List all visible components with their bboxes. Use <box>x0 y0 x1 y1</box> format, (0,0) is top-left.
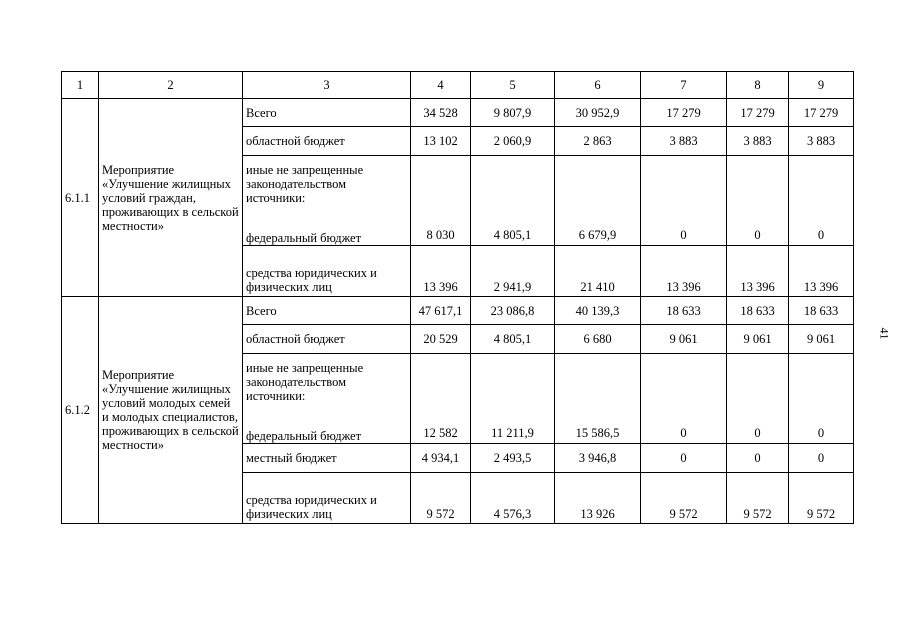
row-label: областной бюджет <box>243 325 411 354</box>
value-cell: 2 941,9 <box>471 246 555 297</box>
value-cell: 9 061 <box>727 325 789 354</box>
row-label-group <box>243 354 411 444</box>
value-cell: 0 <box>727 444 789 473</box>
value-cell: 47 617,1 <box>411 297 471 325</box>
value-cell: 13 102 <box>411 127 471 156</box>
value-cell: 21 410 <box>555 246 641 297</box>
row-label: федеральный бюджет <box>246 429 362 443</box>
value-cell: 13 926 <box>555 473 641 524</box>
value-cell: 0 <box>789 444 854 473</box>
value-cell: 2 060,9 <box>471 127 555 156</box>
page-number: 41 <box>877 327 892 340</box>
value-cell: 13 396 <box>411 246 471 297</box>
header-cell: 6 <box>555 72 641 99</box>
value-cell: 6 680 <box>555 325 641 354</box>
table-header-row <box>62 72 854 99</box>
value-cell: 4 805,1 <box>471 156 555 246</box>
value-cell: 13 396 <box>727 246 789 297</box>
section-code: 6.1.1 <box>62 99 99 297</box>
section-name: Мероприятие «Улучшение жилищных условий молодых семей и молодых специалистов, проживающих в сельской местности» <box>99 297 243 524</box>
value-cell: 3 883 <box>641 127 727 156</box>
header-cell: 5 <box>471 72 555 99</box>
value-cell: 2 863 <box>555 127 641 156</box>
row-label: иные не запрещенные законодательством источники: <box>246 361 364 403</box>
value-cell: 8 030 <box>411 156 471 246</box>
row-label: иные не запрещенные законодательством источники: <box>246 163 364 205</box>
value-cell: 18 633 <box>641 297 727 325</box>
row-label: федеральный бюджет <box>246 231 362 245</box>
table-row <box>62 99 854 127</box>
row-label-group <box>243 156 411 246</box>
header-cell: 3 <box>243 72 411 99</box>
row-label: средства юридических и физических лиц <box>243 246 411 297</box>
table-row <box>62 297 854 325</box>
row-label: местный бюджет <box>243 444 411 473</box>
row-label: Всего <box>243 297 411 325</box>
section-name: Мероприятие «Улучшение жилищных условий граждан, проживающих в сельской местности» <box>99 99 243 297</box>
value-cell: 9 572 <box>727 473 789 524</box>
value-cell: 4 805,1 <box>471 325 555 354</box>
value-cell: 17 279 <box>641 99 727 127</box>
row-label: Всего <box>243 99 411 127</box>
value-cell: 9 061 <box>641 325 727 354</box>
value-cell: 6 679,9 <box>555 156 641 246</box>
value-cell: 13 396 <box>641 246 727 297</box>
value-cell: 30 952,9 <box>555 99 641 127</box>
value-cell: 9 572 <box>789 473 854 524</box>
value-cell: 3 883 <box>727 127 789 156</box>
value-cell: 0 <box>727 354 789 444</box>
value-cell: 23 086,8 <box>471 297 555 325</box>
value-cell: 0 <box>727 156 789 246</box>
value-cell: 18 633 <box>789 297 854 325</box>
value-cell: 2 493,5 <box>471 444 555 473</box>
value-cell: 4 934,1 <box>411 444 471 473</box>
value-cell: 0 <box>789 354 854 444</box>
header-cell: 1 <box>62 72 99 99</box>
value-cell: 11 211,9 <box>471 354 555 444</box>
header-cell: 4 <box>411 72 471 99</box>
value-cell: 0 <box>641 156 727 246</box>
budget-table <box>61 71 854 524</box>
header-cell: 7 <box>641 72 727 99</box>
value-cell: 0 <box>641 444 727 473</box>
value-cell: 0 <box>641 354 727 444</box>
value-cell: 9 061 <box>789 325 854 354</box>
value-cell: 17 279 <box>727 99 789 127</box>
header-cell: 9 <box>789 72 854 99</box>
section-code: 6.1.2 <box>62 297 99 524</box>
value-cell: 40 139,3 <box>555 297 641 325</box>
value-cell: 9 807,9 <box>471 99 555 127</box>
value-cell: 9 572 <box>411 473 471 524</box>
value-cell: 13 396 <box>789 246 854 297</box>
value-cell: 20 529 <box>411 325 471 354</box>
value-cell: 4 576,3 <box>471 473 555 524</box>
value-cell: 3 946,8 <box>555 444 641 473</box>
value-cell: 18 633 <box>727 297 789 325</box>
value-cell: 15 586,5 <box>555 354 641 444</box>
value-cell: 34 528 <box>411 99 471 127</box>
header-cell: 8 <box>727 72 789 99</box>
row-label: средства юридических и физических лиц <box>243 473 411 524</box>
row-label: областной бюджет <box>243 127 411 156</box>
value-cell: 12 582 <box>411 354 471 444</box>
header-cell: 2 <box>99 72 243 99</box>
value-cell: 17 279 <box>789 99 854 127</box>
value-cell: 3 883 <box>789 127 854 156</box>
value-cell: 0 <box>789 156 854 246</box>
value-cell: 9 572 <box>641 473 727 524</box>
